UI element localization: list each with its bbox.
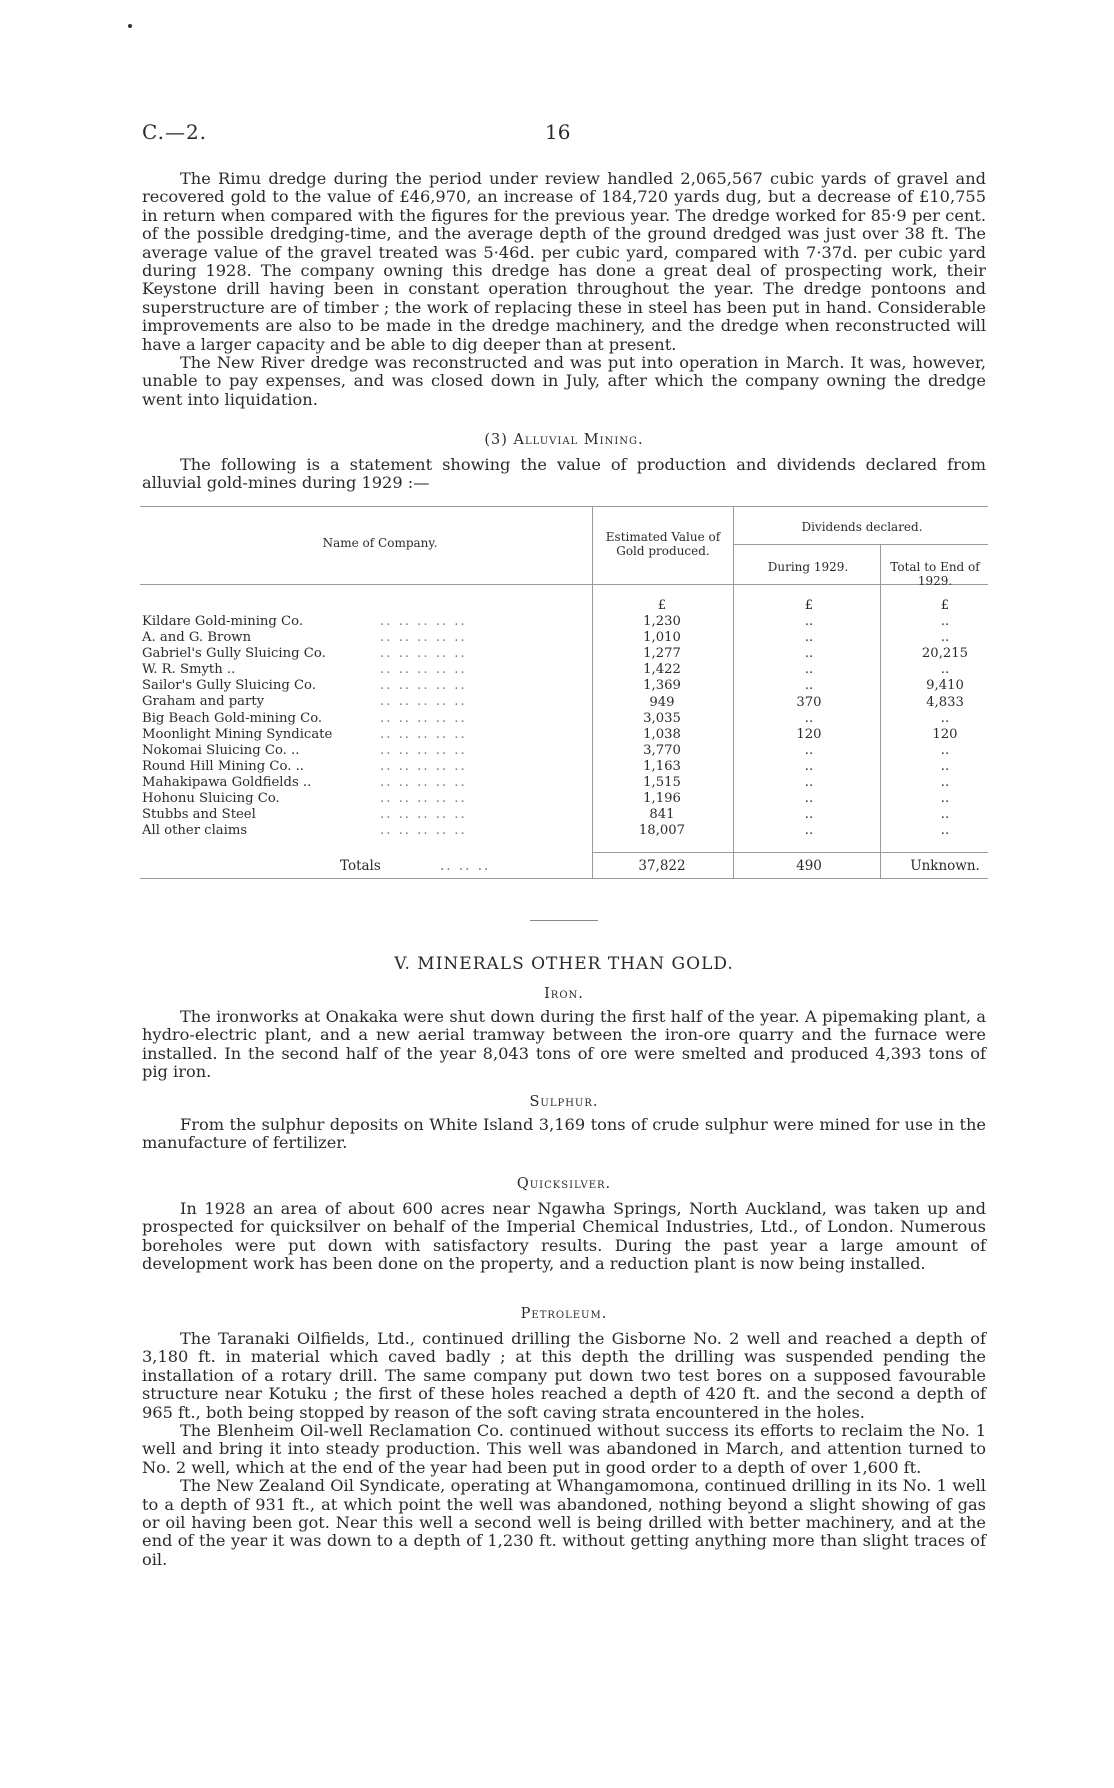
table-top-rule	[140, 506, 988, 507]
dividend-during: ..	[804, 758, 814, 774]
totals-during: 490	[796, 858, 822, 874]
nz-oil-syndicate-paragraph: The New Zealand Oil Syndicate, operating at Whangamomona, continued drilling in its No. 1 well to a depth of 931 ft., at which point the well was abandoned, nothing beyond a slight showing of gas or oil having been got. Near this well a second well is being drilled with better machinery, and at the end of the year it was down to a depth of 1,230 ft. without getting anything more than slight traces of oil.	[142, 1476, 986, 1569]
quicksilver-heading: Quicksilver.	[516, 1176, 612, 1192]
company-name: Sailor's Gully Sluicing Co.	[142, 678, 316, 694]
alluvial-mining-heading: (3) Alluvial Mining.	[484, 432, 644, 448]
gold-value: 18,007	[638, 823, 686, 839]
dot-leader: .. .. .. .. ..	[380, 694, 467, 710]
dividend-during: ..	[804, 678, 814, 694]
company-name: Nokomai Sluicing Co. ..	[142, 742, 300, 758]
petroleum-heading: Petroleum.	[520, 1306, 608, 1322]
company-name: Hohonu Sluicing Co.	[142, 791, 280, 807]
gold-value: 1,422	[643, 662, 681, 678]
dividend-total: ..	[940, 807, 950, 823]
quicksilver-text: In 1928 an area of about 600 acres near Ngawha Springs, North Auckland, was taken up and prospected for quicksilver on behalf of the Imperial Chemical Industries, Ltd., of London. Numerous boreholes were put down with satisfactory results. During the past year a large amount of development work has been done on the property, and a reduction plant is now being installed.	[142, 1199, 986, 1274]
section-separator	[530, 920, 598, 921]
dividend-during: ..	[804, 775, 814, 791]
company-name: Big Beach Gold-mining Co.	[142, 710, 323, 726]
gold-value: 1,196	[643, 791, 681, 807]
gold-value: 1,369	[643, 678, 681, 694]
dot-leaders	[380, 614, 580, 839]
totals-value: 37,822	[638, 858, 686, 874]
dot-leader: .. .. .. .. ..	[380, 662, 467, 678]
column-divider-during	[733, 506, 734, 878]
dividend-during: ..	[804, 791, 814, 807]
dot-leader: .. .. .. .. ..	[380, 614, 467, 629]
dividend-total: 9,410	[926, 678, 964, 694]
minerals-heading: V. MINERALS OTHER THAN GOLD.	[394, 954, 734, 974]
dividend-total: ..	[940, 662, 950, 678]
alluvial-intro-text: The following is a statement showing the value of production and dividends declared from alluvial gold-mines during 1929 :—	[142, 455, 986, 493]
dot-leader: .. .. .. .. ..	[380, 710, 467, 726]
totals-label: Totals	[340, 858, 381, 874]
totals-rule	[592, 852, 988, 853]
dividend-during: ..	[804, 807, 814, 823]
dividend-during: ..	[804, 630, 814, 646]
gold-value: 3,770	[643, 742, 681, 758]
during-unit: £	[804, 598, 814, 613]
dividend-total: ..	[940, 758, 950, 774]
dot-leader: .. .. .. .. ..	[380, 758, 467, 774]
gold-value: 1,163	[643, 758, 681, 774]
rimu-dredge-paragraph: The Rimu dredge during the period under review handled 2,065,567 cubic yards of gravel and recovered gold to the value of £46,970, an increase of 184,720 yards dug, but a decrease of £10,755 in return when compared with the figures for the previous year. The dredge worked for 85·9 per cent. of the possible dredging-time, and the average depth of the ground dredged was just over 38 ft. The average value of the gravel treated was 5·46d. per cubic yard, compared with 7·37d. per cubic yard during 1928. The company owning this dredge has done a great deal of prospecting work, their Keystone drill having been in constant operation throughout the year. The dredge pontoons and superstructure are of timber ; the work of replacing these in steel has been put in hand. Considerable improvements are also to be made in the dredge machinery, and the dredge when reconstructed will have a larger capacity and be able to dig deeper than at present.	[142, 169, 986, 354]
company-name: W. R. Smyth ..	[142, 662, 236, 678]
dividend-total: 120	[932, 726, 958, 742]
dividends-subheader-rule	[733, 544, 988, 545]
dot-leader: .. .. .. .. ..	[380, 823, 467, 839]
petroleum-section	[142, 1330, 986, 1569]
dot-leader: .. .. .. .. ..	[380, 774, 467, 790]
gold-value: 1,038	[643, 726, 681, 742]
quicksilver-section	[142, 1200, 986, 1274]
margin-mark	[128, 24, 132, 28]
dividend-total: ..	[940, 791, 950, 807]
gold-value: 1,515	[643, 775, 681, 791]
dividend-total: ..	[940, 823, 950, 839]
sulphur-section	[142, 1116, 986, 1153]
gold-value: 841	[649, 807, 675, 823]
company-name: Round Hill Mining Co. ..	[142, 758, 304, 774]
value-unit: £	[657, 598, 667, 613]
dot-leader: .. .. .. .. ..	[380, 807, 467, 823]
iron-heading: Iron.	[544, 986, 584, 1002]
dot-leader: .. .. .. .. ..	[380, 791, 467, 807]
dividend-during: 370	[796, 694, 822, 710]
company-name: Kildare Gold-mining Co.	[142, 614, 304, 629]
new-river-dredge-paragraph: The New River dredge was reconstructed and was put into operation in March. It was, however, unable to pay expenses, and was closed down in July, after which the company owning the dredge went into liquidation.	[142, 353, 986, 409]
company-name: Gabriel's Gully Sluicing Co.	[142, 646, 326, 662]
page-number: 16	[545, 120, 571, 144]
column-header-total: Total to End of 1929.	[890, 560, 980, 588]
dividend-total: ..	[940, 614, 950, 630]
dividend-total: ..	[940, 630, 950, 646]
table-bottom-rule	[140, 878, 988, 879]
dividend-during: 120	[796, 726, 822, 742]
totals-dot-leader: .. .. ..	[440, 858, 491, 874]
totals-total: Unknown.	[910, 858, 980, 874]
alluvial-production-table	[140, 506, 988, 896]
dividend-total: 4,833	[926, 694, 964, 710]
gold-value: 3,035	[643, 710, 681, 726]
iron-text: The ironworks at Onakaka were shut down during the first half of the year. A pipemaking plant, a hydro-electric plant, and a new aerial tramway between the iron-ore quarry and the furnace were installed. In the second half of the year 8,043 tons of ore were smelted and produced 4,393 tons of pig iron.	[142, 1007, 986, 1082]
column-header-value: Estimated Value of Gold produced.	[605, 530, 721, 558]
dividends-during-column	[740, 598, 878, 839]
sulphur-text: From the sulphur deposits on White Island 3,169 tons of crude sulphur were mined for use in the manufacture of fertilizer.	[142, 1115, 986, 1153]
dot-leader: .. .. .. .. ..	[380, 646, 467, 662]
gold-value: 1,010	[643, 630, 681, 646]
dividend-total: 20,215	[921, 646, 969, 662]
company-name: Moonlight Mining Syndicate	[142, 726, 333, 742]
table-header-rule	[140, 584, 988, 585]
document-reference: C.—2.	[142, 120, 208, 144]
dividend-total: ..	[940, 775, 950, 791]
dividend-during: ..	[804, 710, 814, 726]
total-unit: £	[940, 598, 950, 613]
intro-section	[142, 170, 986, 409]
sulphur-heading: Sulphur.	[529, 1094, 599, 1110]
column-divider-total	[880, 544, 881, 878]
column-header-during: During 1929.	[767, 560, 849, 574]
company-name: Stubbs and Steel	[142, 807, 256, 823]
dot-leader: .. .. .. .. ..	[380, 726, 467, 742]
dividend-total: ..	[940, 710, 950, 726]
dividend-during: ..	[804, 646, 814, 662]
dividend-during: ..	[804, 742, 814, 758]
column-header-dividends: Dividends declared.	[801, 520, 923, 534]
dot-leader: .. .. .. .. ..	[380, 678, 467, 694]
gold-value: 949	[649, 694, 675, 710]
dividends-total-column	[882, 598, 1008, 839]
iron-section	[142, 1008, 986, 1082]
company-name: Graham and party	[142, 694, 265, 710]
dot-leader: .. .. .. .. ..	[380, 630, 467, 646]
alluvial-intro	[142, 456, 986, 493]
dividend-total: ..	[940, 742, 950, 758]
column-header-company: Name of Company.	[322, 536, 438, 550]
dot-leader: .. .. .. .. ..	[380, 742, 467, 758]
dividend-during: ..	[804, 823, 814, 839]
company-name: All other claims	[142, 823, 248, 839]
gold-value: 1,277	[643, 646, 681, 662]
gold-value: 1,230	[643, 614, 681, 630]
company-name: A. and G. Brown	[142, 630, 252, 646]
blenheim-paragraph: The Blenheim Oil-well Reclamation Co. continued without success its efforts to reclaim the No. 1 well and bring it into steady production. This well was abandoned in March, and attention turned to No. 2 well, which at the end of the year had been put in good order to a depth of over 1,600 ft.	[142, 1421, 986, 1477]
taranaki-paragraph: The Taranaki Oilfields, Ltd., continued drilling the Gisborne No. 2 well and reached a depth of 3,180 ft. in material which caved badly ; at this depth the drilling was suspended pending the installation of a rotary drill. The same company put down two test bores on a supposed favourable structure near Kotuku ; the first of these holes reached a depth of 420 ft. and the second a depth of 965 ft., both being stopped by reason of the soft caving strata encountered in the holes.	[142, 1329, 986, 1422]
dividend-during: ..	[804, 614, 814, 630]
company-name: Mahakipawa Goldfields ..	[142, 774, 312, 790]
value-column	[592, 598, 732, 839]
dividend-during: ..	[804, 662, 814, 678]
